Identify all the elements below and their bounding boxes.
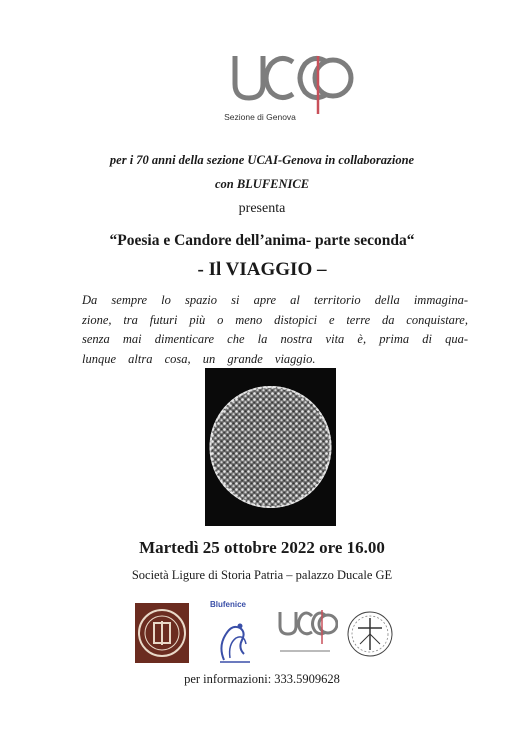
description-line: Da sempre lo spazio si apre al territorio della immagina- xyxy=(82,293,468,307)
blufenice-label: Blufenice xyxy=(210,600,247,609)
logo-caption: Sezione di Genova xyxy=(224,112,296,122)
description-line: senza mai dimenticare che la nostra vita è, prima di qua- xyxy=(82,332,468,346)
event-title: “Poesia e Candore dell’anima- parte seconda“ xyxy=(109,232,415,249)
society-seal-logo xyxy=(135,603,189,663)
phoenix-icon xyxy=(210,610,260,666)
intro-line-1: per i 70 anni della sezione UCAI-Genova in collaborazione xyxy=(109,153,415,167)
event-venue: Società Ligure di Storia Patria – palazzo Ducale GE xyxy=(131,568,393,582)
event-date: Martedì 25 ottobre 2022 ore 16.00 xyxy=(139,538,385,557)
circular-emblem-logo xyxy=(346,604,394,664)
blufenice-logo xyxy=(210,600,260,666)
presenta-text: presenta xyxy=(238,201,286,216)
circular-artwork xyxy=(205,368,336,526)
ucai-logo-small xyxy=(276,606,338,658)
description-line: lunque altra cosa, un grande viaggio. xyxy=(82,351,316,366)
description-line: zione, tra futuri più o meno distopici e terre da conquistare, xyxy=(82,312,468,327)
event-subtitle: - Il VIAGGIO – xyxy=(197,259,327,280)
description xyxy=(82,291,468,369)
intro-line-2: con BLUFENICE xyxy=(214,177,310,191)
contact-info: per informazioni: 333.5909628 xyxy=(184,672,340,686)
